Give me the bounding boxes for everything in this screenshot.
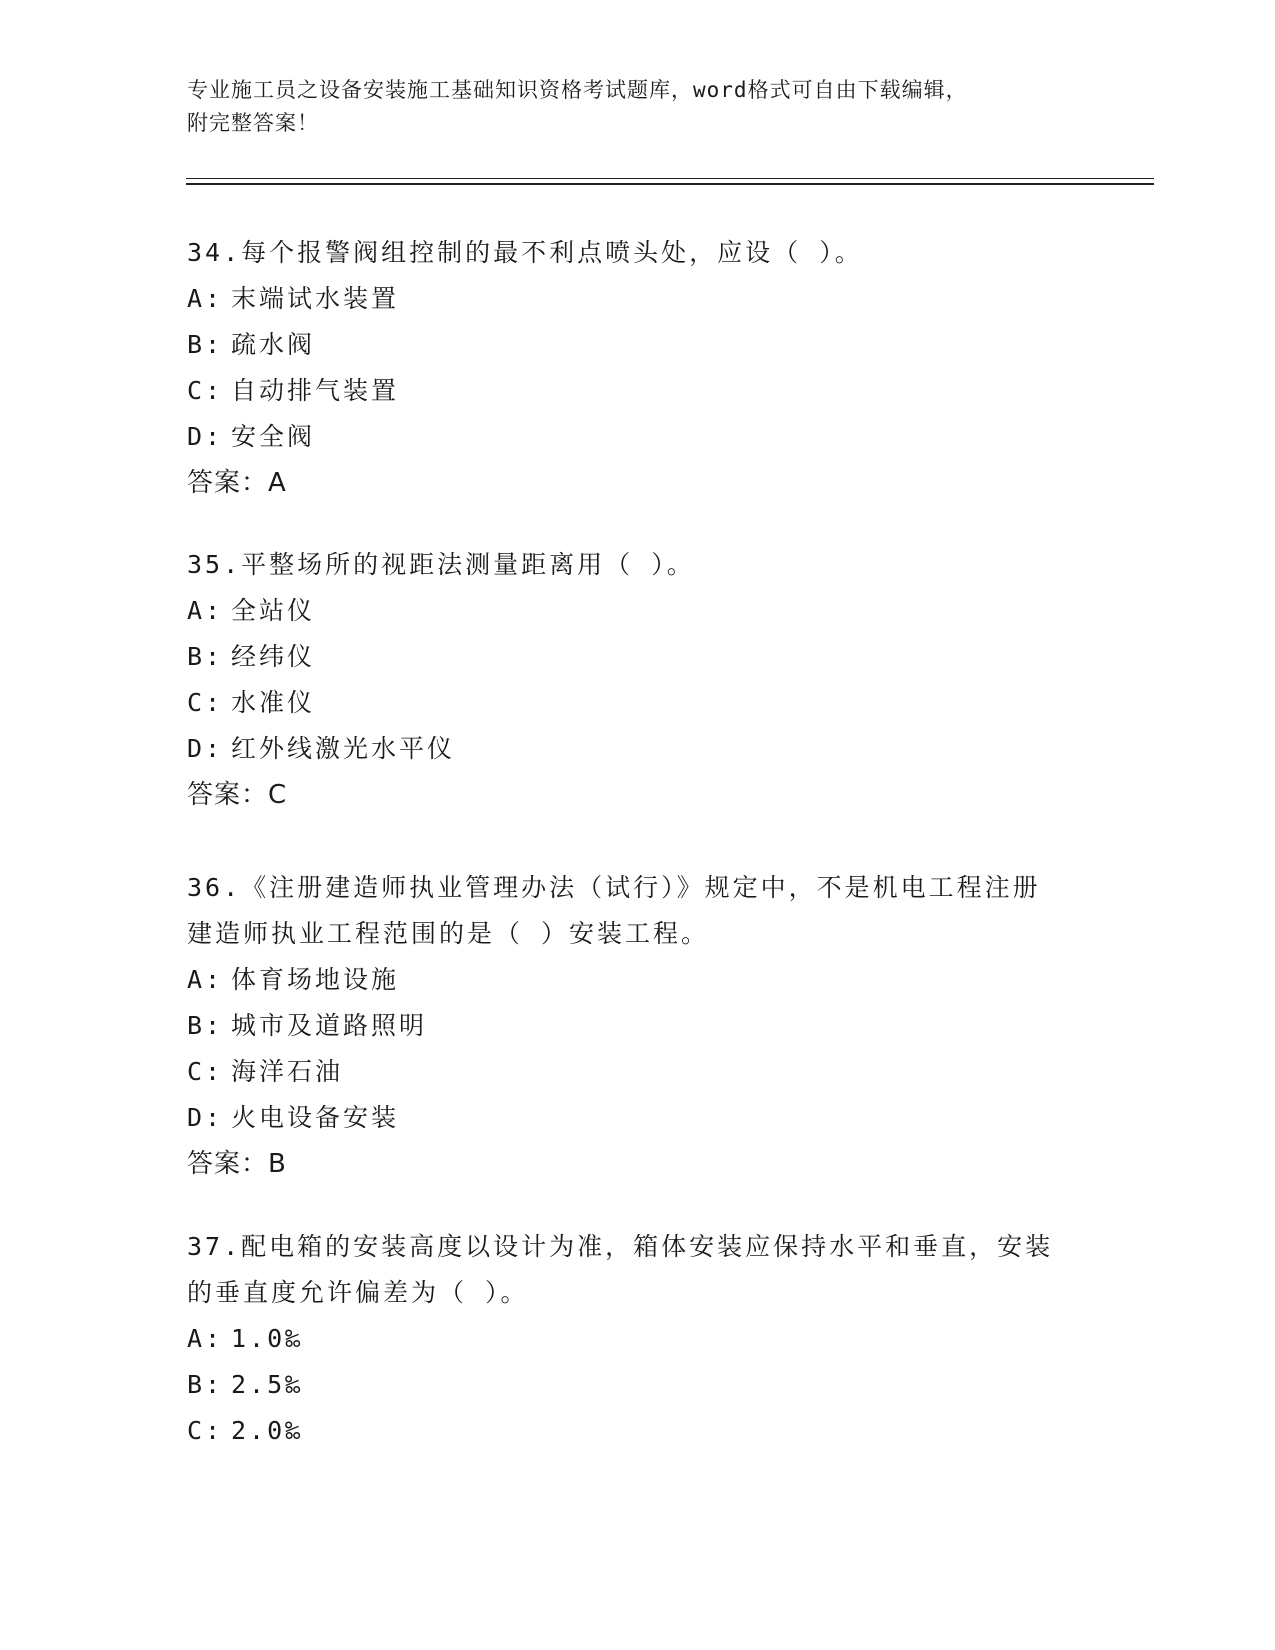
question-37 — [187, 1224, 1087, 1454]
document-header — [187, 74, 1087, 140]
question-36 — [187, 865, 1087, 1187]
option-c: C: 2.0‰ — [187, 1416, 304, 1445]
header-divider-thick — [186, 183, 1154, 185]
answer: 答案：A — [187, 468, 287, 498]
option-b: B: 经纬仪 — [187, 642, 316, 671]
option-a: A: 全站仪 — [187, 596, 316, 625]
option-a: A: 1.0‰ — [187, 1324, 304, 1353]
option-d: D: 安全阀 — [187, 422, 316, 451]
option-d: D: 火电设备安装 — [187, 1103, 400, 1132]
question-stem-line-2: 建造师执业工程范围的是（ ）安装工程。 — [187, 919, 710, 948]
option-c: C: 自动排气装置 — [187, 376, 400, 405]
question-stem-line-1: 36.《注册建造师执业管理办法（试行）》规定中，不是机电工程注册 — [187, 873, 1041, 902]
question-34 — [187, 230, 1087, 506]
answer: 答案：C — [187, 780, 288, 810]
header-line-1: 专业施工员之设备安装施工基础知识资格考试题库，word格式可自由下载编辑， — [187, 78, 968, 102]
answer: 答案：B — [187, 1149, 287, 1179]
option-b: B: 疏水阀 — [187, 330, 316, 359]
option-d: D: 红外线激光水平仪 — [187, 734, 456, 763]
option-a: A: 体育场地设施 — [187, 965, 400, 994]
question-35 — [187, 542, 1087, 818]
header-divider-thin — [186, 178, 1154, 179]
header-line-2: 附完整答案！ — [187, 111, 319, 135]
question-stem: 35.平整场所的视距法测量距离用（ ）。 — [187, 550, 695, 579]
option-a: A: 末端试水装置 — [187, 284, 400, 313]
question-stem: 34.每个报警阀组控制的最不利点喷头处，应设（ ）。 — [187, 238, 863, 267]
option-c: C: 海洋石油 — [187, 1057, 344, 1086]
option-b: B: 城市及道路照明 — [187, 1011, 428, 1040]
option-c: C: 水准仪 — [187, 688, 316, 717]
option-b: B: 2.5‰ — [187, 1370, 304, 1399]
question-stem-line-2: 的垂直度允许偏差为（ ）。 — [187, 1278, 529, 1307]
question-stem-line-1: 37.配电箱的安装高度以设计为准，箱体安装应保持水平和垂直，安装 — [187, 1232, 1054, 1261]
